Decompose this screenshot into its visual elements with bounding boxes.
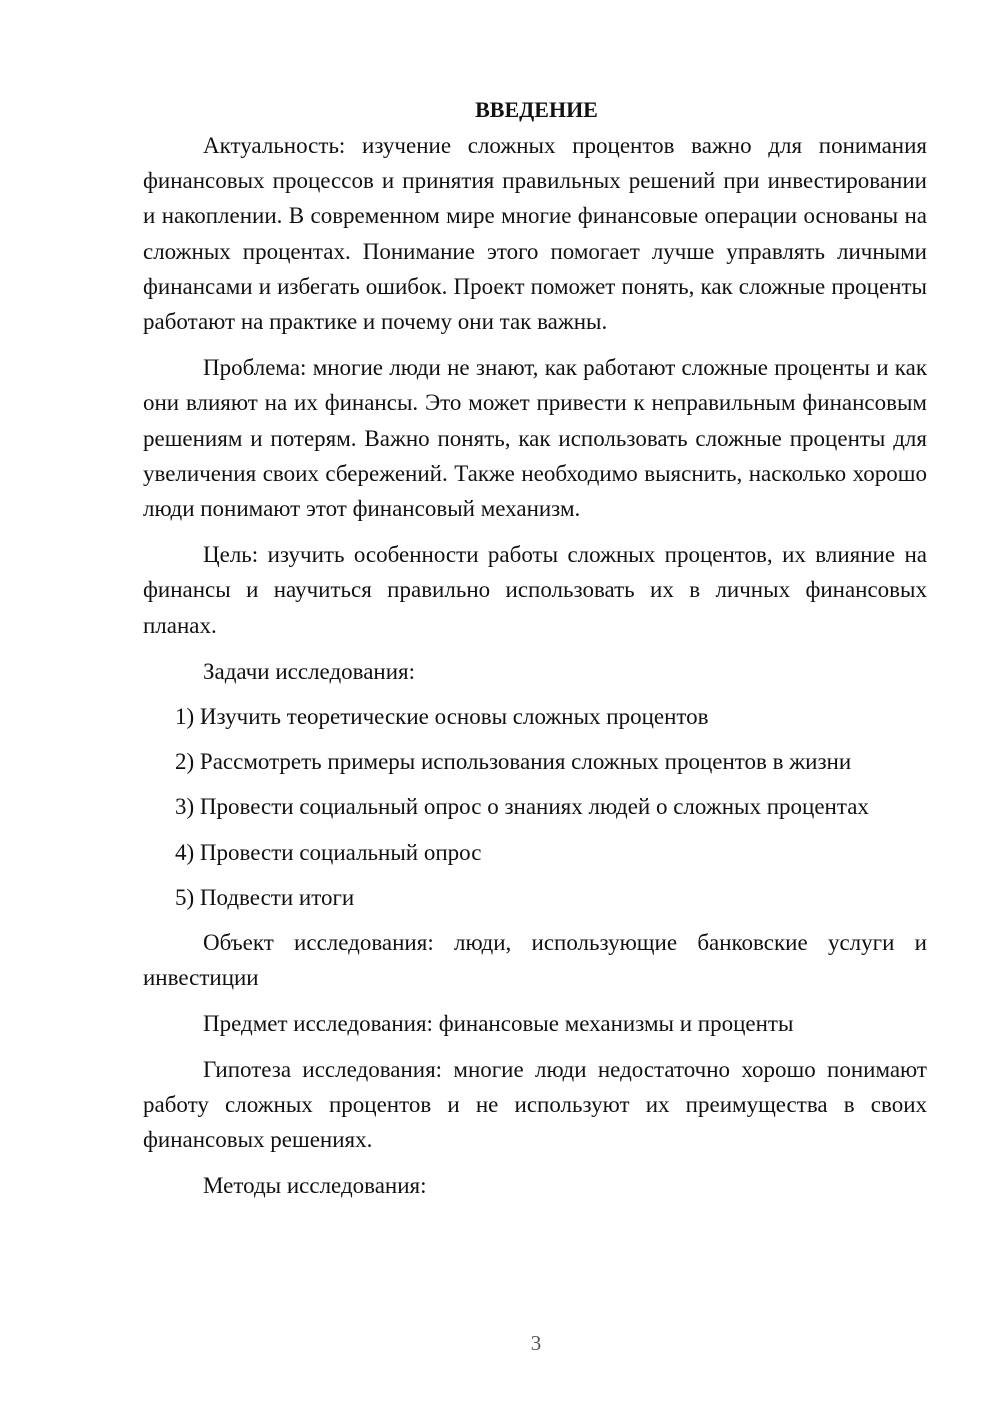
page-content bbox=[143, 92, 927, 1213]
paragraph-methods-heading: Методы исследования: bbox=[203, 1173, 427, 1199]
list-item: 5) Подвести итоги bbox=[175, 884, 355, 910]
paragraph-tasks-heading: Задачи исследования: bbox=[203, 658, 416, 684]
list-item: 4) Провести социальный опрос bbox=[175, 839, 482, 865]
tasks-list bbox=[143, 699, 927, 915]
paragraph-goal: Цель: изучить особенности работы сложных процентов, их влияние на финансы и научиться правильно использовать их в личных финансовых планах. bbox=[143, 542, 927, 638]
section-heading: ВВЕДЕНИЕ bbox=[475, 97, 598, 122]
list-item: 2) Рассмотреть примеры использования сложных процентов в жизни bbox=[175, 749, 852, 775]
list-item: 3) Провести социальный опрос о знаниях людей о сложных процентах bbox=[175, 794, 869, 820]
page-number: 3 bbox=[530, 1331, 542, 1355]
paragraph-problem: Проблема: многие люди не знают, как работают сложные проценты и как они влияют на их финансы. Это может привести к неправильным финансовым решениям и потерям. Важно понять, как использовать сложные проценты для увеличения своих сбережений. Также необходимо выяснить, насколько хорошо люди понимают этот финансовый механизм. bbox=[143, 355, 927, 522]
paragraph-subject: Предмет исследования: финансовые механизмы и проценты bbox=[203, 1011, 794, 1037]
paragraph-object: Объект исследования: люди, использующие банковские услуги и инвестиции bbox=[143, 930, 927, 991]
paragraph-relevance: Актуальность: изучение сложных процентов важно для понимания финансовых процессов и принятия правильных решений при инвестировании и накоплении. В современном мире многие финансовые операции основаны на сложных процентах. Понимание этого помогает лучше управлять личными финансами и избегать ошибок. Проект поможет понять, как сложные проценты работают на практике и почему они так важны. bbox=[143, 133, 927, 335]
paragraph-hypothesis: Гипотеза исследования: многие люди недостаточно хорошо понимают работу сложных процентов и не используют их преимущества в своих финансовых решениях. bbox=[143, 1056, 927, 1153]
list-item: 1) Изучить теоретические основы сложных процентов bbox=[175, 704, 709, 730]
